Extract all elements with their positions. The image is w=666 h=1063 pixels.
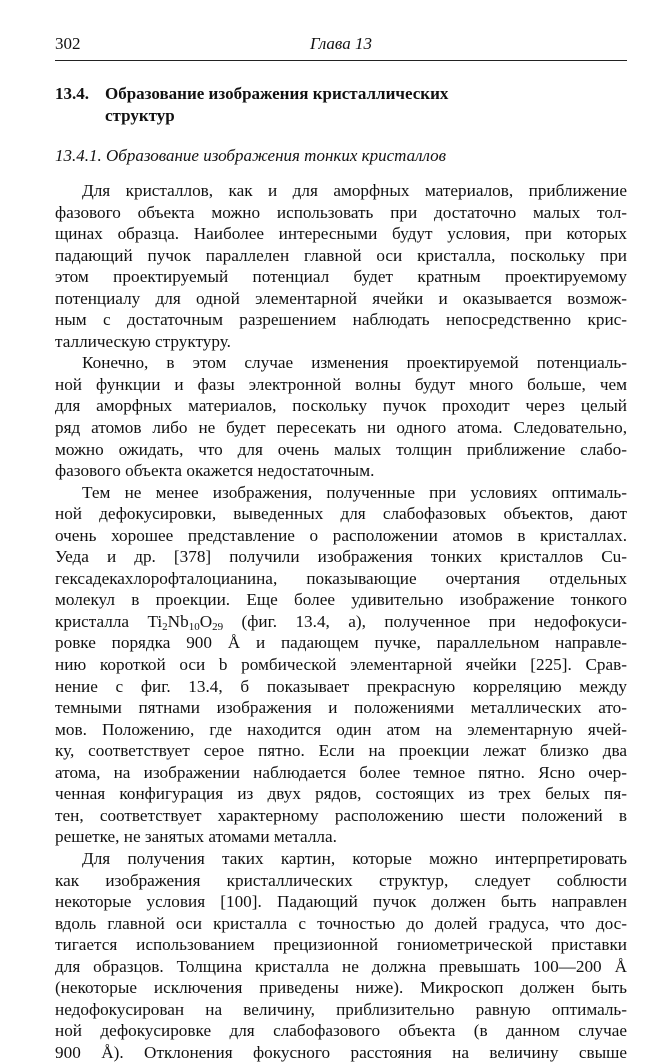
text-line: гексадекахлорофталоцианина, показывающие очертания отдельных [55, 568, 627, 588]
text-line: Для кристаллов, как и для аморфных материалов, приближение [82, 181, 627, 200]
text-line: для образцов. Толщина кристалла не должна превышать 100—200 Å [55, 956, 627, 976]
text-line: ровке порядка 900 Å и падающем пучке, параллельном направле- [55, 633, 627, 653]
text-line: ной функции и фазы электронной волны будут много больше, чем [55, 374, 627, 394]
text-line: потенциалу для одной элементарной ячейки и оказывается возмож- [55, 288, 627, 308]
text-line: ной дефокусировки, выведенных для слабофазовых объектов, дают [55, 504, 627, 524]
text-line: тигается использованием прецизионной гониометрической приставки [55, 935, 627, 955]
text-line: ным с достаточным разрешением наблюдать непосредственно крис- [55, 310, 627, 330]
formula-line-before: кристалла [55, 611, 148, 631]
text-line: ной дефокусировке для слабофазового объекта (в данном случае [55, 1021, 627, 1041]
text-line: решетке, не занятых атомами металла. [55, 827, 337, 847]
text-line: для аморфных материалов, поскольку пучок проходит через целый [55, 396, 627, 416]
paragraph-3 [55, 482, 627, 848]
chemical-formula [148, 612, 224, 631]
text-line: фазового объекта окажется недостаточным. [55, 461, 375, 481]
text-line: вдоль главной оси кристалла с точностью до долей градуса, что дос- [55, 913, 627, 933]
header-rule [55, 60, 627, 61]
text-line: недофокусирован на величину, приблизительно равную оптималь- [55, 999, 627, 1019]
text-line: этом проектируемый потенциал будет кратным проектируемому [55, 267, 627, 287]
text-line: (некоторые исключения приведены ниже). Микроскоп должен быть [55, 978, 627, 998]
section-number: 13.4. [55, 84, 89, 103]
page-number: 302 [55, 34, 81, 53]
text-line: можно ожидать, что для очень малых толщин приближение слабо- [55, 439, 627, 459]
paragraph-4 [55, 848, 627, 1063]
text-line: ряд атомов либо не будет пересекать ни одного атома. Следовательно, [55, 418, 627, 438]
text-line: тен, соответствует характерному расположению шести положений в [55, 805, 627, 825]
text-line: очень хорошее представление о расположении атомов в кристаллах. [55, 525, 627, 545]
text-line: таллическую структуру. [55, 331, 231, 351]
chapter-title: Глава 13 [310, 34, 372, 53]
paragraph-2 [55, 352, 627, 481]
text-line: темными пятнами изображения и положениями металлических ато- [55, 698, 627, 718]
formula-subscript: 29 [212, 620, 224, 633]
text-line: Для получения таких картин, которые можно интерпретировать [82, 848, 627, 868]
formula-element: O [199, 611, 213, 631]
text-line: мов. Положению, где находится один атом на элементарную ячей- [55, 719, 627, 739]
body-text [55, 180, 627, 1063]
text-line: Уеда и др. [378] получили изображения тонких кристаллов Cu- [55, 547, 627, 567]
text-line: нение с фиг. 13.4, б показывает прекрасную корреляцию между [55, 676, 627, 696]
formula-line [55, 611, 627, 633]
formula-subscript: 2 [162, 620, 168, 633]
text-line: нию короткой оси b ромбической элементарной ячейки [225]. Срав- [55, 655, 627, 675]
text-line: молекул в проекции. Еще более удивительно изображение тонкого [55, 590, 627, 610]
text-line: Тем не менее изображения, полученные при условиях оптималь- [82, 482, 627, 502]
text-line: Конечно, в этом случае изменения проектируемой потенциаль- [82, 353, 627, 373]
running-head [55, 34, 627, 58]
paragraph-1 [55, 180, 627, 352]
text-line: как изображения кристаллических структур, следует соблюсти [55, 870, 627, 890]
section-title-line1: Образование изображения кристаллических [105, 84, 449, 103]
text-line: щинах образца. Наиболее интересными будут условия, при которых [55, 224, 627, 244]
text-line: некоторые условия [100]. Падающий пучок должен быть направлен [55, 892, 627, 912]
formula-subscript: 10 [188, 620, 200, 633]
section-heading [55, 83, 615, 127]
formula-element: Nb [167, 611, 189, 631]
text-line: ченная конфигурация из двух рядов, состоящих из трех белых пя- [55, 784, 627, 804]
formula-line-after: (фиг. 13.4, а), полученное при недофокуси- [223, 611, 627, 631]
text-line: фазового объекта можно использовать при достаточно малых тол- [55, 202, 627, 222]
formula-element: Ti [147, 611, 163, 631]
text-line: атома, на изображении наблюдается более темное пятно. Ясно очер- [55, 762, 627, 782]
text-line: падающий пучок параллелен главной оси кристалла, поскольку при [55, 245, 627, 265]
text-line: ку, соответствует серое пятно. Если на проекции лежат близко два [55, 741, 627, 761]
section-title-line2: структур [105, 106, 175, 125]
text-line: 900 Å). Отклонения фокусного расстояния на величину свыше [55, 1042, 627, 1062]
subsection-heading: 13.4.1. Образование изображения тонких кристаллов [55, 146, 447, 165]
